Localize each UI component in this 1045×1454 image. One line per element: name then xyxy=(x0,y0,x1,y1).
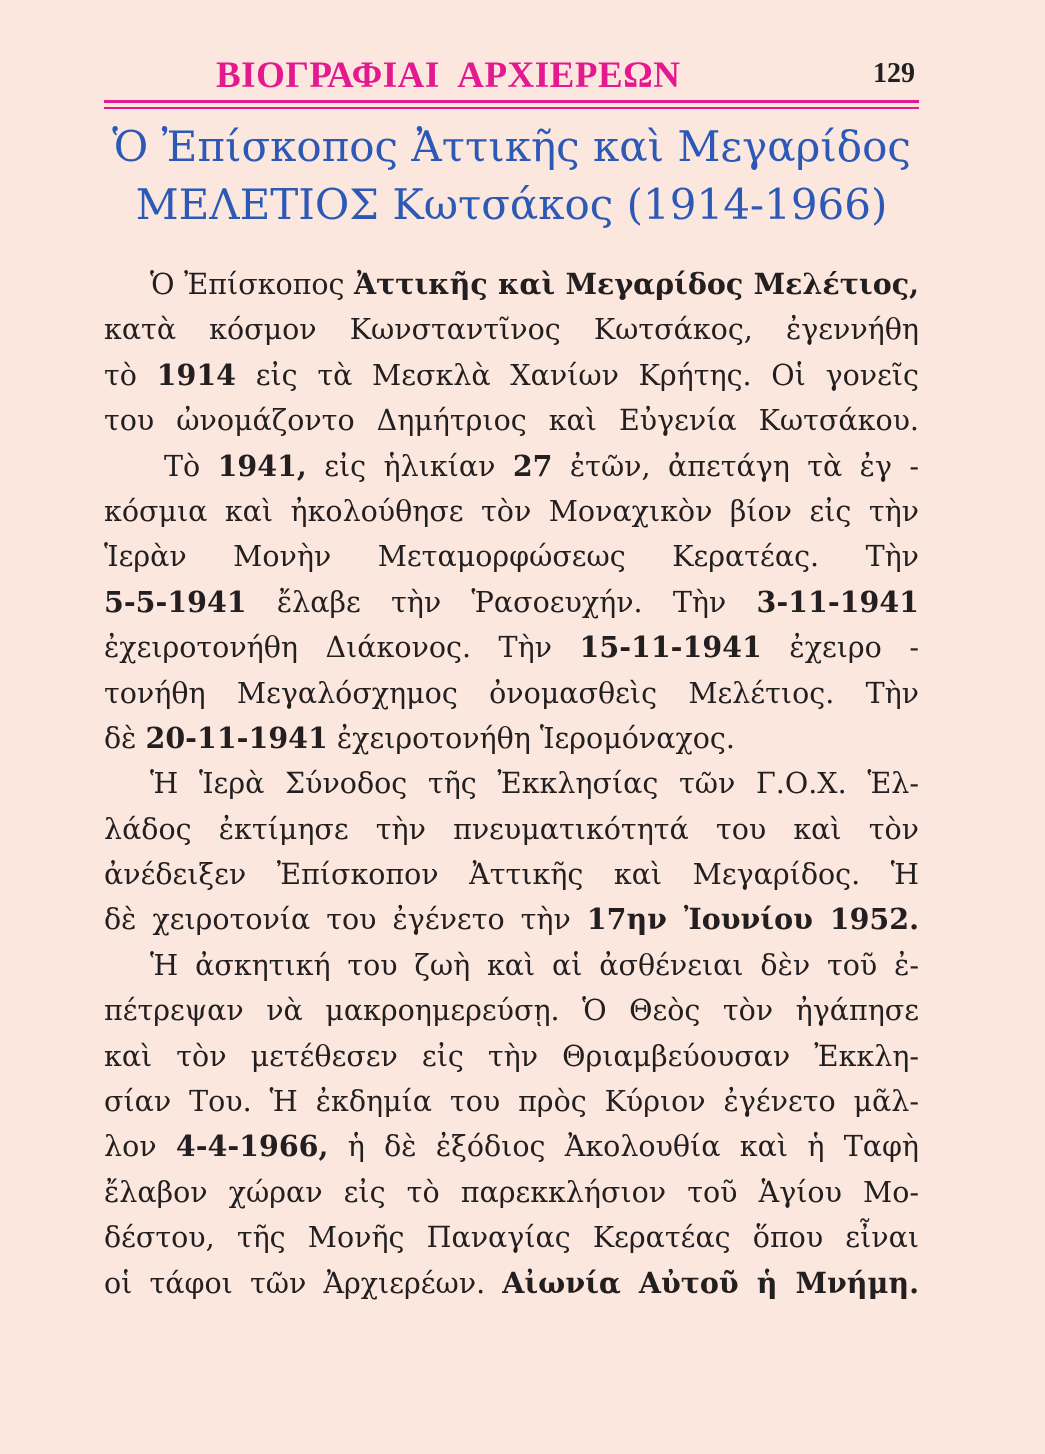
paragraph-4-line-6: ἔλαβον χώραν εἰς τὸ παρεκκλήσιον τοῦ Ἁγίου Μο- xyxy=(104,1175,919,1209)
paragraph-4-line-8 xyxy=(104,1261,919,1306)
bold-run: 1941, xyxy=(217,448,307,483)
paragraph-2-line-3: Ἱερὰν Μονὴν Μεταμορφώσεως Κερατέας. Τὴν xyxy=(104,540,919,574)
text-run: ἐχειροτονήθη Διάκονος. Τὴν xyxy=(104,631,580,665)
paragraph-2-line-1 xyxy=(104,444,919,489)
paragraph-2-line-5 xyxy=(104,625,919,670)
paragraph-3-line-1: Ἡ Ἱερὰ Σύνοδος τῆς Ἐκκλησίας τῶν Γ.Ο.Χ. Ἑλ- xyxy=(150,767,919,801)
text-run: εἰς τὰ Μεσκλὰ Χανίων Κρήτης. Οἱ γονεῖς xyxy=(235,358,919,392)
text-run: Τὸ xyxy=(164,449,218,483)
text-run: δὲ xyxy=(104,721,146,755)
text-run: εἰς ἡλικίαν xyxy=(306,449,513,483)
paragraph-4-line-4: σίαν Του. Ἡ ἐκδημία του πρὸς Κύριον ἐγένετο μᾶλ- xyxy=(104,1085,919,1119)
paragraph-1-line-1 xyxy=(104,262,919,307)
bold-run: 15-11-1941 xyxy=(579,630,762,665)
text-run: ἔλαβε τὴν Ῥασοευχήν. Τὴν xyxy=(246,585,757,619)
text-run: λον xyxy=(104,1130,176,1164)
article-title xyxy=(104,118,919,234)
text-run: δὲ χειροτονία του ἐγένετο τὴν xyxy=(104,903,587,937)
text-run: Ὁ Ἐπίσκοπος xyxy=(150,268,354,301)
paragraph-4-line-5 xyxy=(104,1124,919,1169)
paragraph-4-line-2: πέτρεψαν νὰ μακροημερεύσῃ. Ὁ Θεὸς τὸν ἠγάπησε xyxy=(104,994,919,1028)
paragraph-1-line-2: κατὰ κόσμον Κωνσταντῖνος Κωτσάκος, ἐγεννήθη xyxy=(104,313,919,347)
bold-run: 1914 xyxy=(156,357,236,392)
paragraph-1-line-4: του ὠνομάζοντο Δημήτριος καὶ Εὐγενία Κωτσάκου. xyxy=(104,404,919,438)
header-rule-top xyxy=(104,100,919,103)
text-run: τὸ xyxy=(104,358,157,392)
article-title-line-1: Ὁ Ἐπίσκοπος Ἀττικῆς καὶ Μεγαρίδος xyxy=(112,122,911,171)
bold-run: Ἀττικῆς καὶ Μεγαρίδος Μελέτιος, xyxy=(353,267,919,301)
article-title-line-2: ΜΕΛΕΤΙΟΣ Κωτσάκος (1914-1966) xyxy=(135,180,888,229)
paragraph-2-line-6: τονήθη Μεγαλόσχημος ὀνομασθεὶς Μελέτιος. Τὴν xyxy=(104,676,919,710)
bold-run: Αἰωνία Αὐτοῦ ἡ Μνήμη. xyxy=(502,1265,919,1300)
text-run: οἱ τάφοι τῶν Ἀρχιερέων. xyxy=(104,1266,503,1300)
paragraph-3-line-2: λάδος ἐκτίμησε τὴν πνευματικότητά του καὶ τὸν xyxy=(104,812,919,846)
page-number: 129 xyxy=(873,58,915,89)
running-header xyxy=(104,52,919,102)
paragraph-4-line-3: καὶ τὸν μετέθεσεν εἰς τὴν Θριαμβεύουσαν Ἐκκλη- xyxy=(104,1039,919,1073)
text-run: ἡ δὲ ἐξόδιος Ἀκολουθία καὶ ἡ Ταφὴ xyxy=(328,1130,919,1164)
bold-run: 27 xyxy=(512,448,553,483)
paragraph-2-line-2: κόσμια καὶ ἠκολούθησε τὸν Μοναχικὸν βίον εἰς τὴν xyxy=(104,494,919,528)
bold-run: 5-5-1941 xyxy=(104,584,247,619)
paragraph-3-line-3: ἀνέδειξεν Ἐπίσκοπον Ἀττικῆς καὶ Μεγαρίδος. Ἡ xyxy=(104,858,919,892)
bold-run: 17ην Ἰουνίου 1952. xyxy=(586,902,919,937)
header-rule-bottom xyxy=(104,107,919,109)
paragraph-2-line-4 xyxy=(104,580,919,625)
bold-run: 3-11-1941 xyxy=(756,584,919,619)
bold-run: 20-11-1941 xyxy=(145,720,328,755)
paragraph-1-line-3 xyxy=(104,353,919,398)
paragraph-4-line-1: Ἡ ἀσκητική του ζωὴ καὶ αἱ ἀσθένειαι δὲν τοῦ ἐ- xyxy=(150,948,919,982)
paragraph-4-line-7: δέστου, τῆς Μονῆς Παναγίας Κερατέας ὅπου εἶναι xyxy=(104,1221,919,1255)
text-run: ἐχειροτονήθη Ἱερομόναχος. xyxy=(327,721,735,755)
text-run: ἐχειρο - xyxy=(761,631,919,665)
running-title: ΒΙΟΓΡΑΦΙΑΙ ΑΡΧΙΕΡΕΩΝ xyxy=(216,55,681,96)
paragraph-3-line-4 xyxy=(104,897,919,942)
text-run: ἐτῶν, ἀπετάγη τὰ ἐγ - xyxy=(552,449,919,483)
paragraph-2-line-7 xyxy=(104,716,919,761)
article-body xyxy=(104,262,919,1306)
bold-run: 4-4-1966, xyxy=(175,1129,329,1164)
